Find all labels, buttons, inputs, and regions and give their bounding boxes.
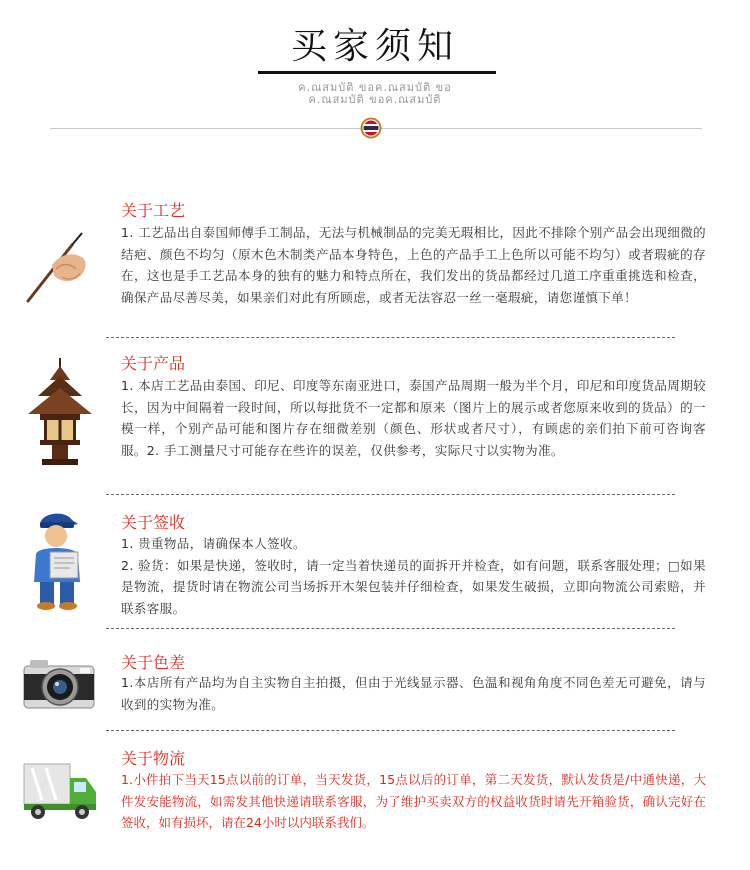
section-divider (106, 494, 675, 495)
section-title: 关于签收 (121, 513, 186, 532)
section-paragraph: 1.本店所有产品均为自主实物自主拍摄，但由于光线显示器、色温和视角角度不同色差无可避免，请与收到的实物为准。 (121, 675, 706, 712)
section-divider (106, 628, 675, 629)
section-paragraph: 1. 贵重物品，请确保本人签收。 (121, 536, 306, 551)
truck-icon (20, 760, 100, 824)
title-underline (258, 71, 496, 74)
thai-subtitle-line-2: ค.ณสมบัติ ขอค.ณสมบัติ (308, 93, 442, 106)
thai-subtitle-line-1: ค.ณสมบัติ ขอค.ณสมบัติ ขอ (298, 81, 452, 94)
section-divider (106, 730, 675, 731)
section-title: 关于产品 (121, 354, 186, 373)
hand-brush-icon (22, 225, 92, 305)
section-title: 关于色差 (121, 653, 186, 672)
section-paragraph: 1. 本店工艺品由泰国、印尼、印度等东南亚进口，泰国产品周期一般为半个月，印尼和印度货品周期较长，因为中间隔着一段时间，所以每批货不一定都和原来（图片上的展示或者您原来收到的货品）的一模一样，个别产品可能和图片存在细微差别（颜色、形状或者尺寸），有顾虑的亲们拍下前可咨询客服。2. 手工测量尺寸可能存在些许的误差，仅供参考，实际尺寸以实物为准。 (121, 378, 706, 458)
camera-icon (20, 658, 98, 710)
delivery-man-icon (22, 508, 92, 612)
thai-flag-icon (360, 117, 382, 139)
page-header (0, 0, 750, 150)
section-body (121, 672, 706, 715)
section-paragraph: 1. 工艺品出自泰国师傅手工制品，无法与机械制品的完美无瑕相比，因此不排除个别产品会出现细微的结疤、颜色不均匀（原木色木制类产品本身特色，上色的产品手工上色所以可能不均匀）或者瑕疵的存在，这也是手工艺品本身的独有的魅力和特点所在，我们发出的货品都经过几道工序重重挑选和检查，确保产品尽善尽美，如果亲们对此有所顾虑，或者无法容忍一丝一毫瑕疵，请您谨慎下单！ (121, 225, 706, 305)
section-title: 关于物流 (121, 749, 186, 768)
section-title: 关于工艺 (121, 201, 186, 220)
section-paragraph: 2. 验货：如果是快递，签收时，请一定当着快递员的面拆开并检查，如有问题，联系客服处理；□如果是物流，提货时请在物流公司当场拆开木架包装并仔细检查，如果发生破损，立即向物流公司索赔，并联系客服。 (121, 557, 706, 616)
section-body (121, 222, 706, 308)
section-paragraph: 1.小件拍下当天15点以前的订单，当天发货，15点以后的订单，第二天发货，默认发货是/中通快递，大件发安能物流，如需发其他快递请联系客服，为了维护买卖双方的权益收货时请先开箱验货，确认完好在签收，如有损坏，请在24小时以内联系我们。 (121, 772, 706, 830)
page-title: 买家须知 (290, 26, 459, 67)
section-divider (106, 337, 675, 338)
pagoda-lamp-icon (20, 358, 100, 468)
section-body (121, 769, 706, 834)
section-body (121, 533, 706, 619)
section-body (121, 375, 706, 461)
